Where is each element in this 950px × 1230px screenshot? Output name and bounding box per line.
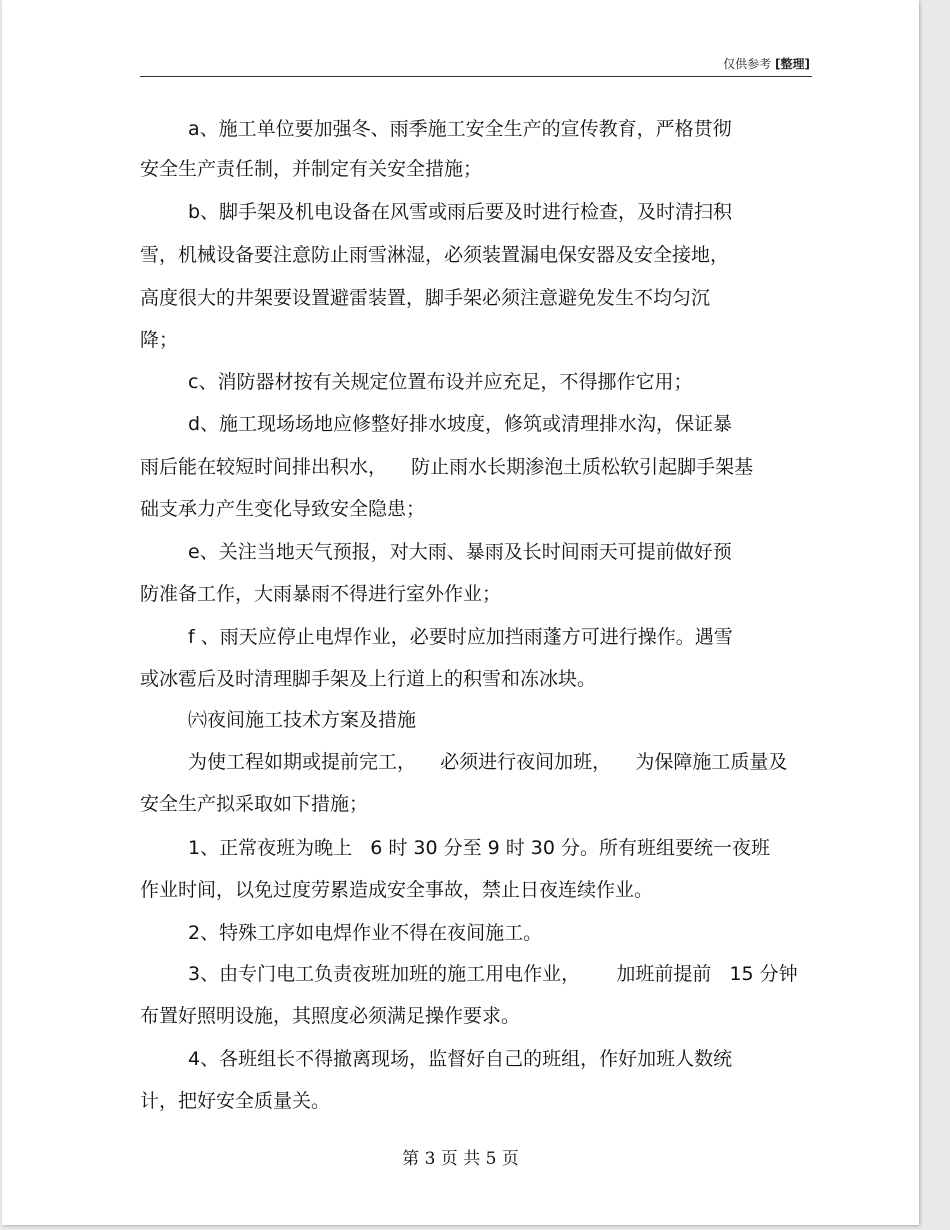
body-line: 降； <box>140 329 179 351</box>
section-heading: ㈥夜间施工技术方案及措施 <box>188 709 417 731</box>
body-line: 1、正常夜班为晚上 6 时 30 分至 9 时 30 分。所有班组要统一夜班 <box>188 837 771 859</box>
body-line: 作业时间，以免过度劳累造成安全事故，禁止日夜连续作业。 <box>140 879 654 901</box>
body-line: d、施工现场场地应修整好排水坡度，修筑或清理排水沟，保证暴 <box>188 413 733 435</box>
body-line: 安全生产拟采取如下措施； <box>140 793 369 815</box>
body-line: c、消防器材按有关规定位置布设并应充足，不得挪作它用； <box>188 371 693 393</box>
body-line: b、脚手架及机电设备在风雪或雨后要及时进行检查，及时清扫积 <box>188 201 733 223</box>
body-line: 防准备工作，大雨暴雨不得进行室外作业； <box>140 583 502 605</box>
body-line: e、关注当地天气预报，对大雨、暴雨及长时间雨天可提前做好预 <box>188 541 732 563</box>
body-line: 计，把好安全质量关。 <box>140 1090 331 1112</box>
body-line: 高度很大的井架要设置避雷装置，脚手架必须注意避免发生不均匀沉 <box>140 287 711 309</box>
page-number: 第 3 页 共 5 页 <box>402 1149 519 1169</box>
body-line: 布置好照明设施，其照度必须满足操作要求。 <box>140 1005 521 1027</box>
body-line: 4、各班组长不得撤离现场，监督好自己的班组，作好加班人数统 <box>188 1048 733 1070</box>
body-line: 安全生产责任制，并制定有关安全措施； <box>140 158 483 180</box>
header-bracket: [整理] <box>775 57 810 71</box>
body-line: 或冰雹后及时清理脚手架及上行道上的积雪和冻冰块。 <box>140 668 597 690</box>
body-line: a、施工单位要加强冬、雨季施工安全生产的宣传教育，严格贯彻 <box>188 118 732 140</box>
body-line: 为使工程如期或提前完工， 必须进行夜间加班， 为保障施工质量及 <box>188 751 788 773</box>
body-line: 础支承力产生变化导致安全隐患； <box>140 498 426 520</box>
page-header <box>723 57 810 71</box>
header-divider <box>140 76 812 77</box>
body-line: f 、雨天应停止电焊作业，必要时应加挡雨蓬方可进行操作。遇雪 <box>188 626 733 648</box>
document-page <box>2 0 919 1225</box>
body-line: 雪，机械设备要注意防止雨雪淋湿，必须装置漏电保安器及安全接地， <box>140 244 730 266</box>
header-note: 仅供参考 <box>723 57 772 71</box>
body-line: 3、由专门电工负责夜班加班的施工用电作业， 加班前提前 15 分钟 <box>188 963 798 985</box>
body-line: 2、特殊工序如电焊作业不得在夜间施工。 <box>188 922 543 944</box>
body-line: 雨后能在较短时间排出积水， 防止雨水长期渗泡土质松软引起脚手架基 <box>140 456 754 478</box>
